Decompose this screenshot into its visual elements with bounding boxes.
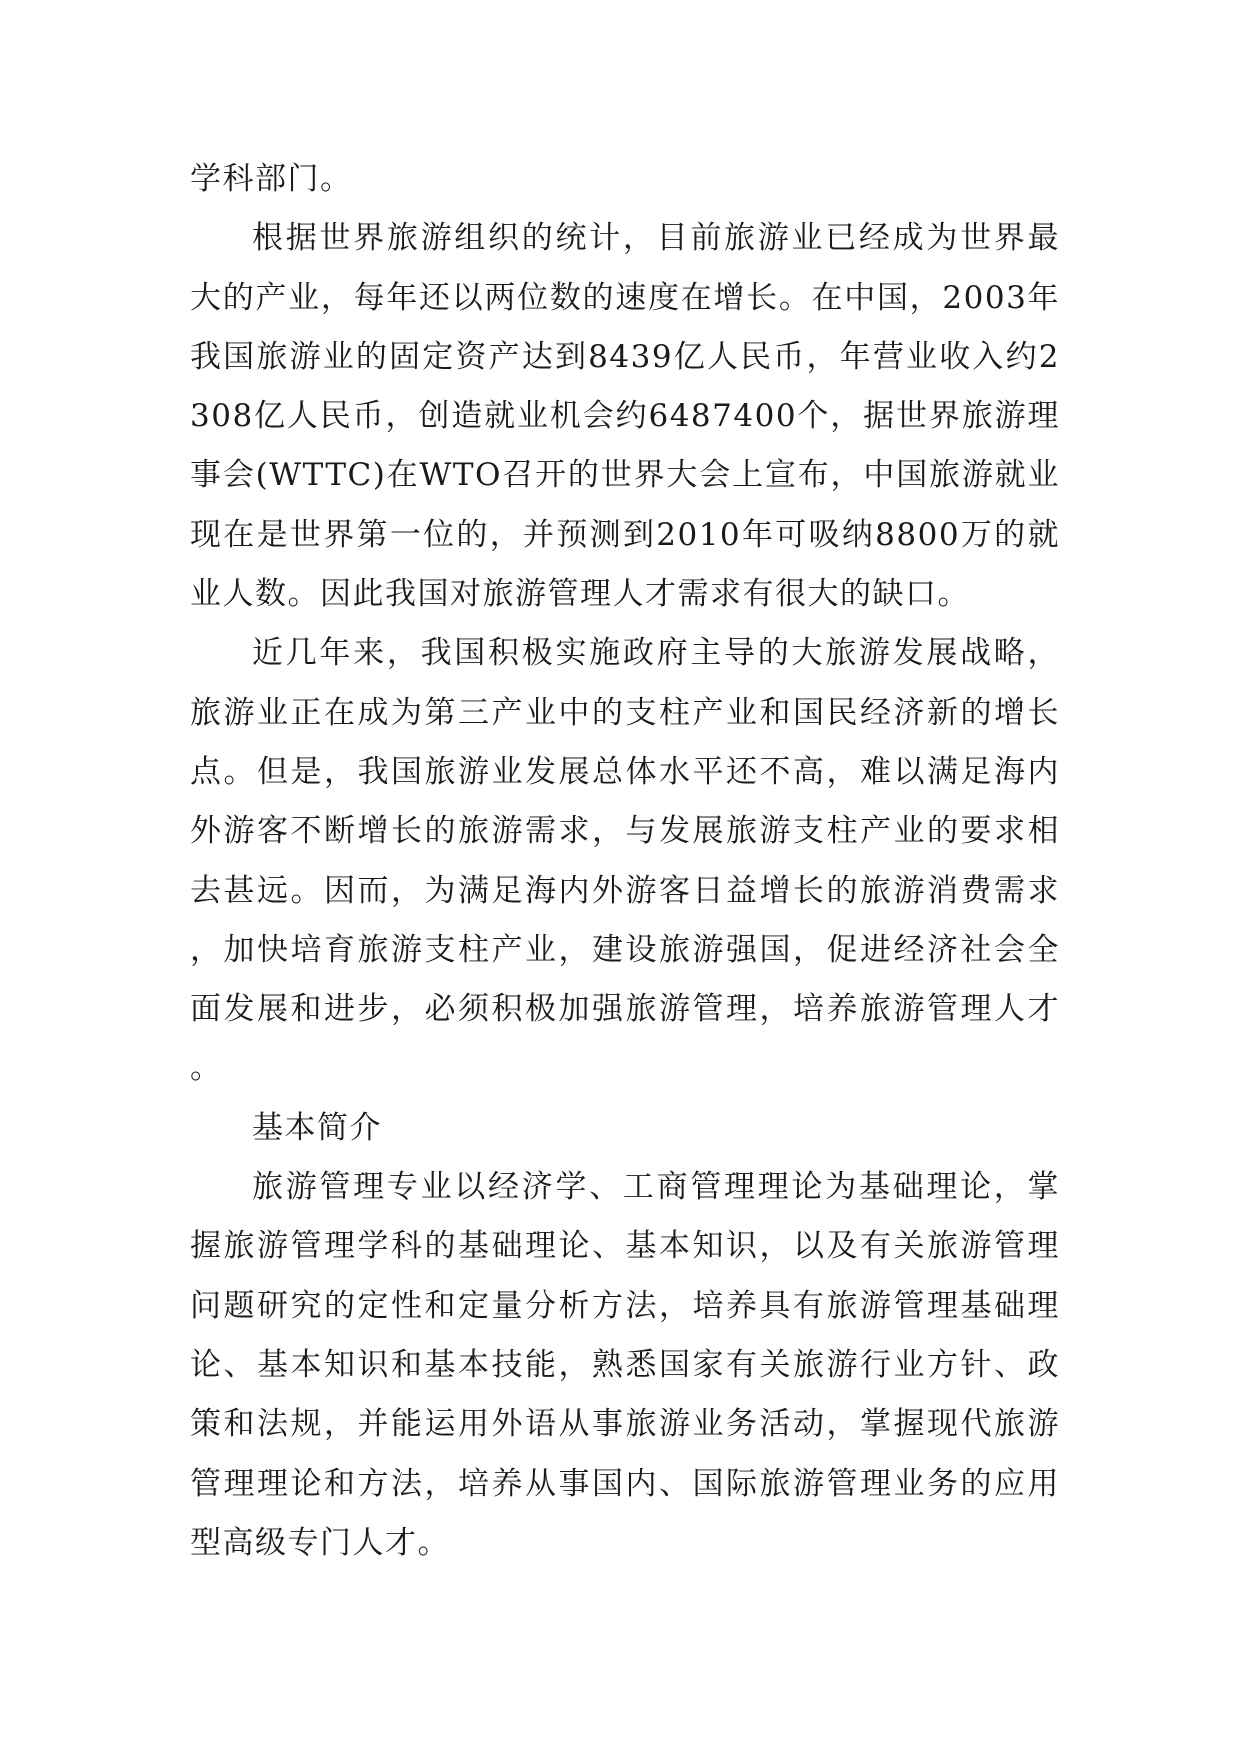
paragraph-continuation: 学科部门。 <box>190 161 353 197</box>
paragraph-tourism-statistics: 根据世界旅游组织的统计，目前旅游业已经成为世界最大的产业，每年还以两位数的速度在增长。在中国，2003年我国旅游业的固定资产达到8439亿人民币，年营业收入约2308亿人民币，创造就业机会约6487400个，据世界旅游理事会(WTTC)在WTO召开的世界大会上宣布，中国旅游就业现在是世界第一位的，并预测到2010年可吸纳8800万的就业人数。因此我国对旅游管理人才需求有很大的缺口。 <box>190 220 1060 613</box>
section-heading-basic-intro: 基本简介 <box>252 1109 382 1146</box>
document-body <box>190 150 1060 1573</box>
paragraph-development-strategy: 近几年来，我国积极实施政府主导的大旅游发展战略，旅游业正在成为第三产业中的支柱产业和国民经济新的增长点。但是，我国旅游业发展总体水平还不高，难以满足海内外游客不断增长的旅游需求，与发展旅游支柱产业的要求相去甚远。因而，为满足海内外游客日益增长的旅游消费需求，加快培育旅游支柱产业，建设旅游强国，促进经济社会全面发展和进步，必须积极加强旅游管理，培养旅游管理人才。 <box>190 635 1060 1087</box>
paragraph-major-description: 旅游管理专业以经济学、工商管理理论为基础理论，掌握旅游管理学科的基础理论、基本知识，以及有关旅游管理问题研究的定性和定量分析方法，培养具有旅游管理基础理论、基本知识和基本技能，熟悉国家有关旅游行业方针、政策和法规，并能运用外语从事旅游业务活动，掌握现代旅游管理理论和方法，培养从事国内、国际旅游管理业务的应用型高级专门人才。 <box>190 1169 1060 1561</box>
